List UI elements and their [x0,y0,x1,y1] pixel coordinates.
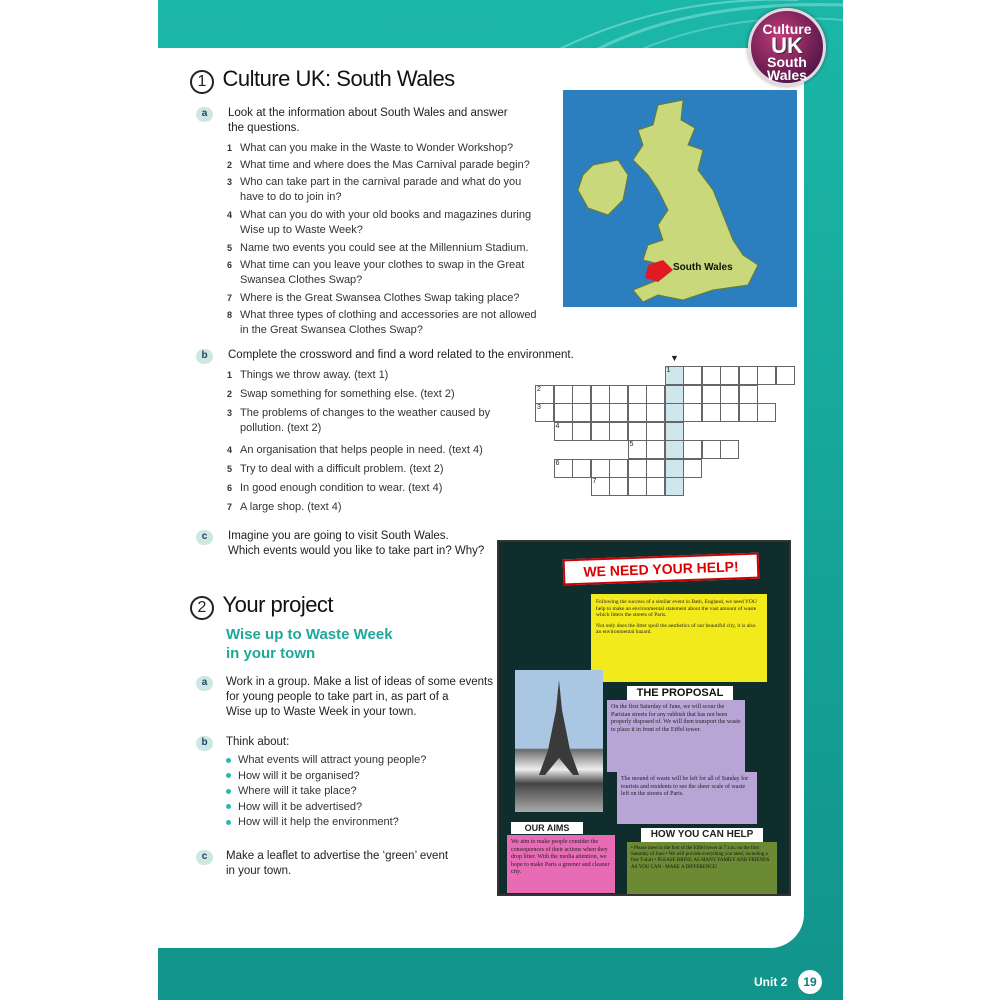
crossword-cell [702,385,721,404]
help-text: • Please meet in the foot of the Eiffel tower at 7 a.m. on the first Saturday of June • We will provide everything you need, including a free T-shirt • PLEASE BRING AS MANY FAMILY AND FRIENDS AS YOU CAN - MAKE A DIFFERENCE! [627,842,777,894]
crossword-cell [683,366,702,385]
crossword-cell [665,440,684,459]
section-2-heading [190,592,333,620]
crossword-clue-number: 4 [555,422,560,430]
question-text: Wise up to Waste Week? [240,224,363,236]
crossword-cell [720,440,739,459]
crossword-cell [683,440,702,459]
help-heading: HOW YOU CAN HELP [641,828,763,842]
crossword-cell [609,477,628,496]
question-text: Where is the Great Swansea Clothes Swap taking place? [240,292,520,304]
crossword-clue-number: 6 [555,459,560,467]
question-item [227,500,342,515]
question-text: in the Great Swansea Clothes Swap? [240,324,423,336]
question-item [227,481,443,496]
crossword-clue-number: 2 [537,385,541,393]
crossword-cell [609,385,628,404]
proposal-text-2: The mound of waste will be left for all of Sunday for tourists and residents to see the sheer scale of waste left on the streets of Paris. [617,772,757,824]
project-letter-a: a [196,676,213,691]
crossword-cell [609,459,628,478]
question-item [227,241,529,256]
question-text: The problems of changes to the weather caused by [240,407,491,419]
crossword-cell [572,403,591,422]
crossword-cell [591,385,610,404]
question-item [227,462,444,477]
project-a-text: Work in a group. Make a list of ideas of some events for young people to take part in, as part of a Wise up to Waste Week in your town. [226,676,493,718]
unit-label: Unit 2 [754,975,788,989]
crossword-cell [720,385,739,404]
project-b-text: Think about: [226,736,290,748]
question-number: 5 [227,243,233,253]
question-text: pollution. (text 2) [240,422,322,434]
crossword-cell [628,440,647,459]
crossword-cell [572,385,591,404]
question-text: Swansea Clothes Swap? [240,274,363,286]
leaflet-headline: WE NEED YOUR HELP! [563,553,760,586]
crossword-cell [609,403,628,422]
crossword-cell [757,366,776,385]
question-item [227,208,532,238]
crossword-cell [665,366,684,385]
project-letter-c: c [196,850,213,865]
question-text: A large shop. (text 4) [240,501,342,513]
crossword-cell [683,459,702,478]
question-item [227,291,520,306]
list-item: How will it help the environment? [226,815,426,831]
section-1-heading [190,66,455,94]
question-text: What three types of clothing and accessories are not allowed [240,309,537,321]
question-item [227,443,483,458]
crossword-cell [665,459,684,478]
crossword-cell [554,385,573,404]
crossword-cell [572,459,591,478]
crossword-cell [628,477,647,496]
question-number: 3 [227,408,233,418]
question-item [227,141,514,156]
question-number: 5 [227,464,233,474]
project-subtitle: Wise up to Waste Week in your town [226,626,393,662]
question-text: Who can take part in the carnival parade and what do you [240,176,522,188]
question-text: What time and where does the Mas Carnival parade begin? [240,159,530,171]
question-text: Try to deal with a difficult problem. (text 2) [240,463,444,475]
aims-text: We aim to make people consider the consequences of their actions when they drop litter. With the media attention, we hope to make Paris a greener and cleaner city. [507,835,615,893]
question-number: 6 [227,483,233,493]
project-letter-b: b [196,736,213,751]
question-number: 2 [227,389,233,399]
crossword-cell [665,403,684,422]
question-number: 1 [227,370,233,380]
crossword-cell [665,385,684,404]
crossword-cell [702,440,721,459]
question-number: 7 [227,502,233,512]
crossword-clue-number: 7 [592,478,597,485]
crossword-cell [720,403,739,422]
crossword-cell [702,403,721,422]
question-item [227,387,455,402]
crossword-cell [572,422,591,441]
crossword-cell [646,477,665,496]
exercise-b-instruction: Complete the crossword and find a word related to the environment. [228,349,574,361]
question-text: What time can you leave your clothes to swap in the Great [240,259,525,271]
question-number: 4 [227,445,233,455]
crossword-cell [591,477,610,496]
crossword-cell [535,403,554,422]
exercise-c-instruction: Imagine you are going to visit South Wales. Which events would you like to take part in? Why? [228,530,485,557]
section-title: Your project [222,592,334,617]
question-number: 3 [227,177,233,187]
crossword-cell [591,459,610,478]
crossword-cell [628,422,647,441]
question-item [227,258,525,288]
culture-uk-badge: Culture UK South Wales [748,8,826,86]
crossword-cell [609,422,628,441]
map-label: South Wales [673,262,733,273]
section-number: 2 [190,596,214,620]
question-number: 4 [227,210,233,220]
exercise-a-instruction: Look at the information about South Wales and answer the questions. [228,107,508,134]
crossword-clue-number: 1 [666,367,671,374]
crossword-cell [776,366,795,385]
list-item: What events will attract young people? [226,753,426,769]
crossword-cell [646,440,665,459]
crossword-cell [554,403,573,422]
question-item [227,175,522,205]
list-item: How will it be advertised? [226,800,426,816]
crossword-cell [683,385,702,404]
crossword-cell [739,385,758,404]
question-text: Swap something for something else. (text 2) [240,388,455,400]
project-b-bullets [226,753,426,831]
crossword-cell [646,403,665,422]
exercise-letter-c: c [196,530,213,545]
proposal-text: On the first Saturday of June, we will scour the Parisian streets for any rubbish that has not been properly disposed of. We will then transport the waste to place it in front of the Eiffel tower. [607,700,745,772]
proposal-heading: THE PROPOSAL [627,686,733,700]
crossword-cell [665,422,684,441]
list-item: How will it be organised? [226,769,426,785]
map-of-britain [563,90,797,307]
question-text: have to do to join in? [240,191,342,203]
page-number: 19 [798,970,822,994]
crossword-cell [591,422,610,441]
question-number: 1 [227,143,233,153]
crossword-cell [757,403,776,422]
question-text: Name two events you could see at the Millennium Stadium. [240,242,529,254]
question-item [227,368,389,383]
crossword-clue-number: 5 [629,441,634,448]
crossword-cell [720,366,739,385]
crossword-grid [535,366,795,516]
crossword-cell [665,477,684,496]
crossword-cell [535,385,554,404]
question-text: What can you make in the Waste to Wonder Workshop? [240,142,514,154]
crossword-cell [683,403,702,422]
exercise-letter-a: a [196,107,213,122]
question-item [227,308,537,338]
crossword-cell [739,403,758,422]
question-number: 7 [227,293,233,303]
crossword-cell [646,459,665,478]
project-c-text: Make a leaflet to advertise the ‘green’ event in your town. [226,850,449,877]
crossword-cell [554,459,573,478]
crossword-cell [628,385,647,404]
eiffel-tower-photo [515,670,603,812]
question-text: An organisation that helps people in need. (text 4) [240,444,483,456]
question-number: 6 [227,260,233,270]
section-title: Culture UK: South Wales [222,66,455,91]
crossword-cell [739,366,758,385]
question-number: 8 [227,310,233,320]
question-text: What can you do with your old books and magazines during [240,209,532,221]
list-item: Where will it take place? [226,784,426,800]
crossword-cell [646,422,665,441]
question-text: In good enough condition to wear. (text 4) [240,482,443,494]
crossword-arrow-icon: ▼ [670,353,679,363]
question-number: 2 [227,160,233,170]
question-item [227,406,491,436]
aims-heading: OUR AIMS [511,822,583,834]
crossword-cell [628,403,647,422]
exercise-letter-b: b [196,349,213,364]
example-leaflet [497,540,791,896]
crossword-cell [554,422,573,441]
question-text: Things we throw away. (text 1) [240,369,389,381]
crossword-cell [702,366,721,385]
crossword-clue-number: 3 [537,404,541,411]
crossword-cell [591,403,610,422]
crossword-cell [646,385,665,404]
crossword-cell [628,459,647,478]
leaflet-intro: Following the success of a similar event in Bath, England, we need YOU help to make an environmental statement about the vast amount of waste which litters the streets of Paris. Not only does the litter spoil the aesthetics of our beautiful city, it is also an environmental hazard. [591,594,767,682]
question-item [227,158,530,173]
section-number: 1 [190,70,214,94]
